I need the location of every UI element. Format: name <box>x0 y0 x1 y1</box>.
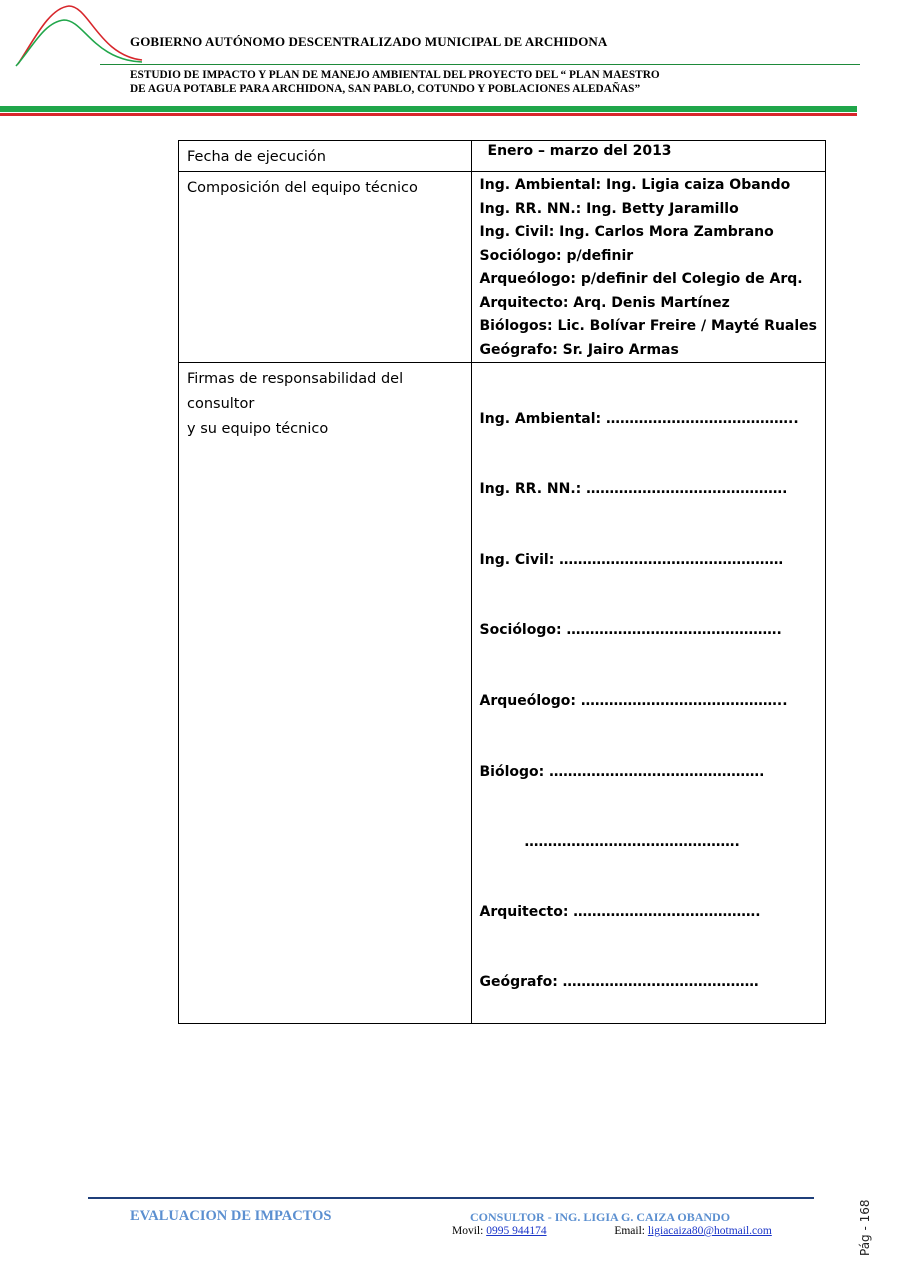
mobile-label: Movil: <box>452 1225 484 1237</box>
header-subtitle <box>130 68 660 96</box>
signatures-label <box>179 363 472 1024</box>
team-member: Arquitecto: Arq. Denis Martínez <box>479 294 730 311</box>
header-band-green <box>0 106 857 112</box>
signature-area <box>480 365 817 1023</box>
team-label: Composición del equipo técnico <box>179 172 472 363</box>
footer-rule <box>88 1197 814 1199</box>
team-member: Arqueólogo: p/definir del Colegio de Arq. <box>479 271 803 287</box>
table-row-team <box>179 172 826 363</box>
team-member: Ing. Ambiental: Ing. Ligia caiza Obando <box>479 177 791 193</box>
signature-line: ………………………………………. <box>524 834 740 850</box>
footer-section-title: EVALUACION DE IMPACTOS <box>130 1208 332 1224</box>
footer-contact <box>452 1225 772 1237</box>
team-member: Ing. Civil: Ing. Carlos Mora Zambrano <box>479 224 774 240</box>
execution-date-label: Fecha de ejecución <box>179 141 472 172</box>
team-member: Ing. RR. NN.: Ing. Betty Jaramillo <box>479 200 739 217</box>
signature-line: Ing. RR. NN.: ……………………………………. <box>479 481 788 497</box>
header-subtitle-line1: ESTUDIO DE IMPACTO Y PLAN DE MANEJO AMBIENTAL DEL PROYECTO DEL “ PLAN MAESTRO <box>130 69 660 81</box>
team-member: Geógrafo: Sr. Jairo Armas <box>479 341 679 358</box>
signature-line: Ing. Ambiental: ………………………………….. <box>479 411 799 427</box>
signature-line: Arquitecto: …………………………………. <box>479 904 761 920</box>
header-title: GOBIERNO AUTÓNOMO DESCENTRALIZADO MUNICIPAL DE ARCHIDONA <box>130 34 608 49</box>
team-member: Biólogos: Lic. Bolívar Freire / Mayté Ruales <box>479 318 817 334</box>
page-number: Pág - 168 <box>858 1199 872 1256</box>
table-row-date <box>179 141 826 172</box>
header-band-red <box>0 113 857 116</box>
table-row-signatures <box>179 363 826 1024</box>
signatures-label-line2: y su equipo técnico <box>187 421 329 437</box>
team-member: Sociólogo: p/definir <box>479 247 634 264</box>
signature-line: Biólogo: ………………………………………. <box>479 764 765 780</box>
logo-curves <box>14 0 144 70</box>
signatures-label-line1: Firmas de responsabilidad del consultor <box>187 371 404 412</box>
signatures-cell <box>471 363 825 1024</box>
signature-line: Geógrafo: …………………………………… <box>479 974 759 990</box>
team-list <box>471 172 825 363</box>
mobile-link[interactable]: 0995 944174 <box>486 1225 547 1237</box>
header-rule <box>100 64 860 65</box>
signature-line: Arqueólogo: …………………………………….. <box>479 693 788 709</box>
info-table <box>178 140 826 1024</box>
signature-line: Ing. Civil: ………………………………………… <box>479 552 784 568</box>
email-link[interactable]: ligiacaiza80@hotmail.com <box>647 1225 772 1237</box>
signature-line: Sociólogo: ………………………………………. <box>479 622 782 638</box>
header-subtitle-line2: DE AGUA POTABLE PARA ARCHIDONA, SAN PABLO, COTUNDO Y POBLACIONES ALEDAÑAS” <box>130 83 641 95</box>
email-label: Email: <box>614 1225 645 1237</box>
footer-consultant: CONSULTOR - ING. LIGIA G. CAIZA OBANDO <box>470 1210 731 1224</box>
execution-date-value: Enero – marzo del 2013 <box>471 141 825 172</box>
